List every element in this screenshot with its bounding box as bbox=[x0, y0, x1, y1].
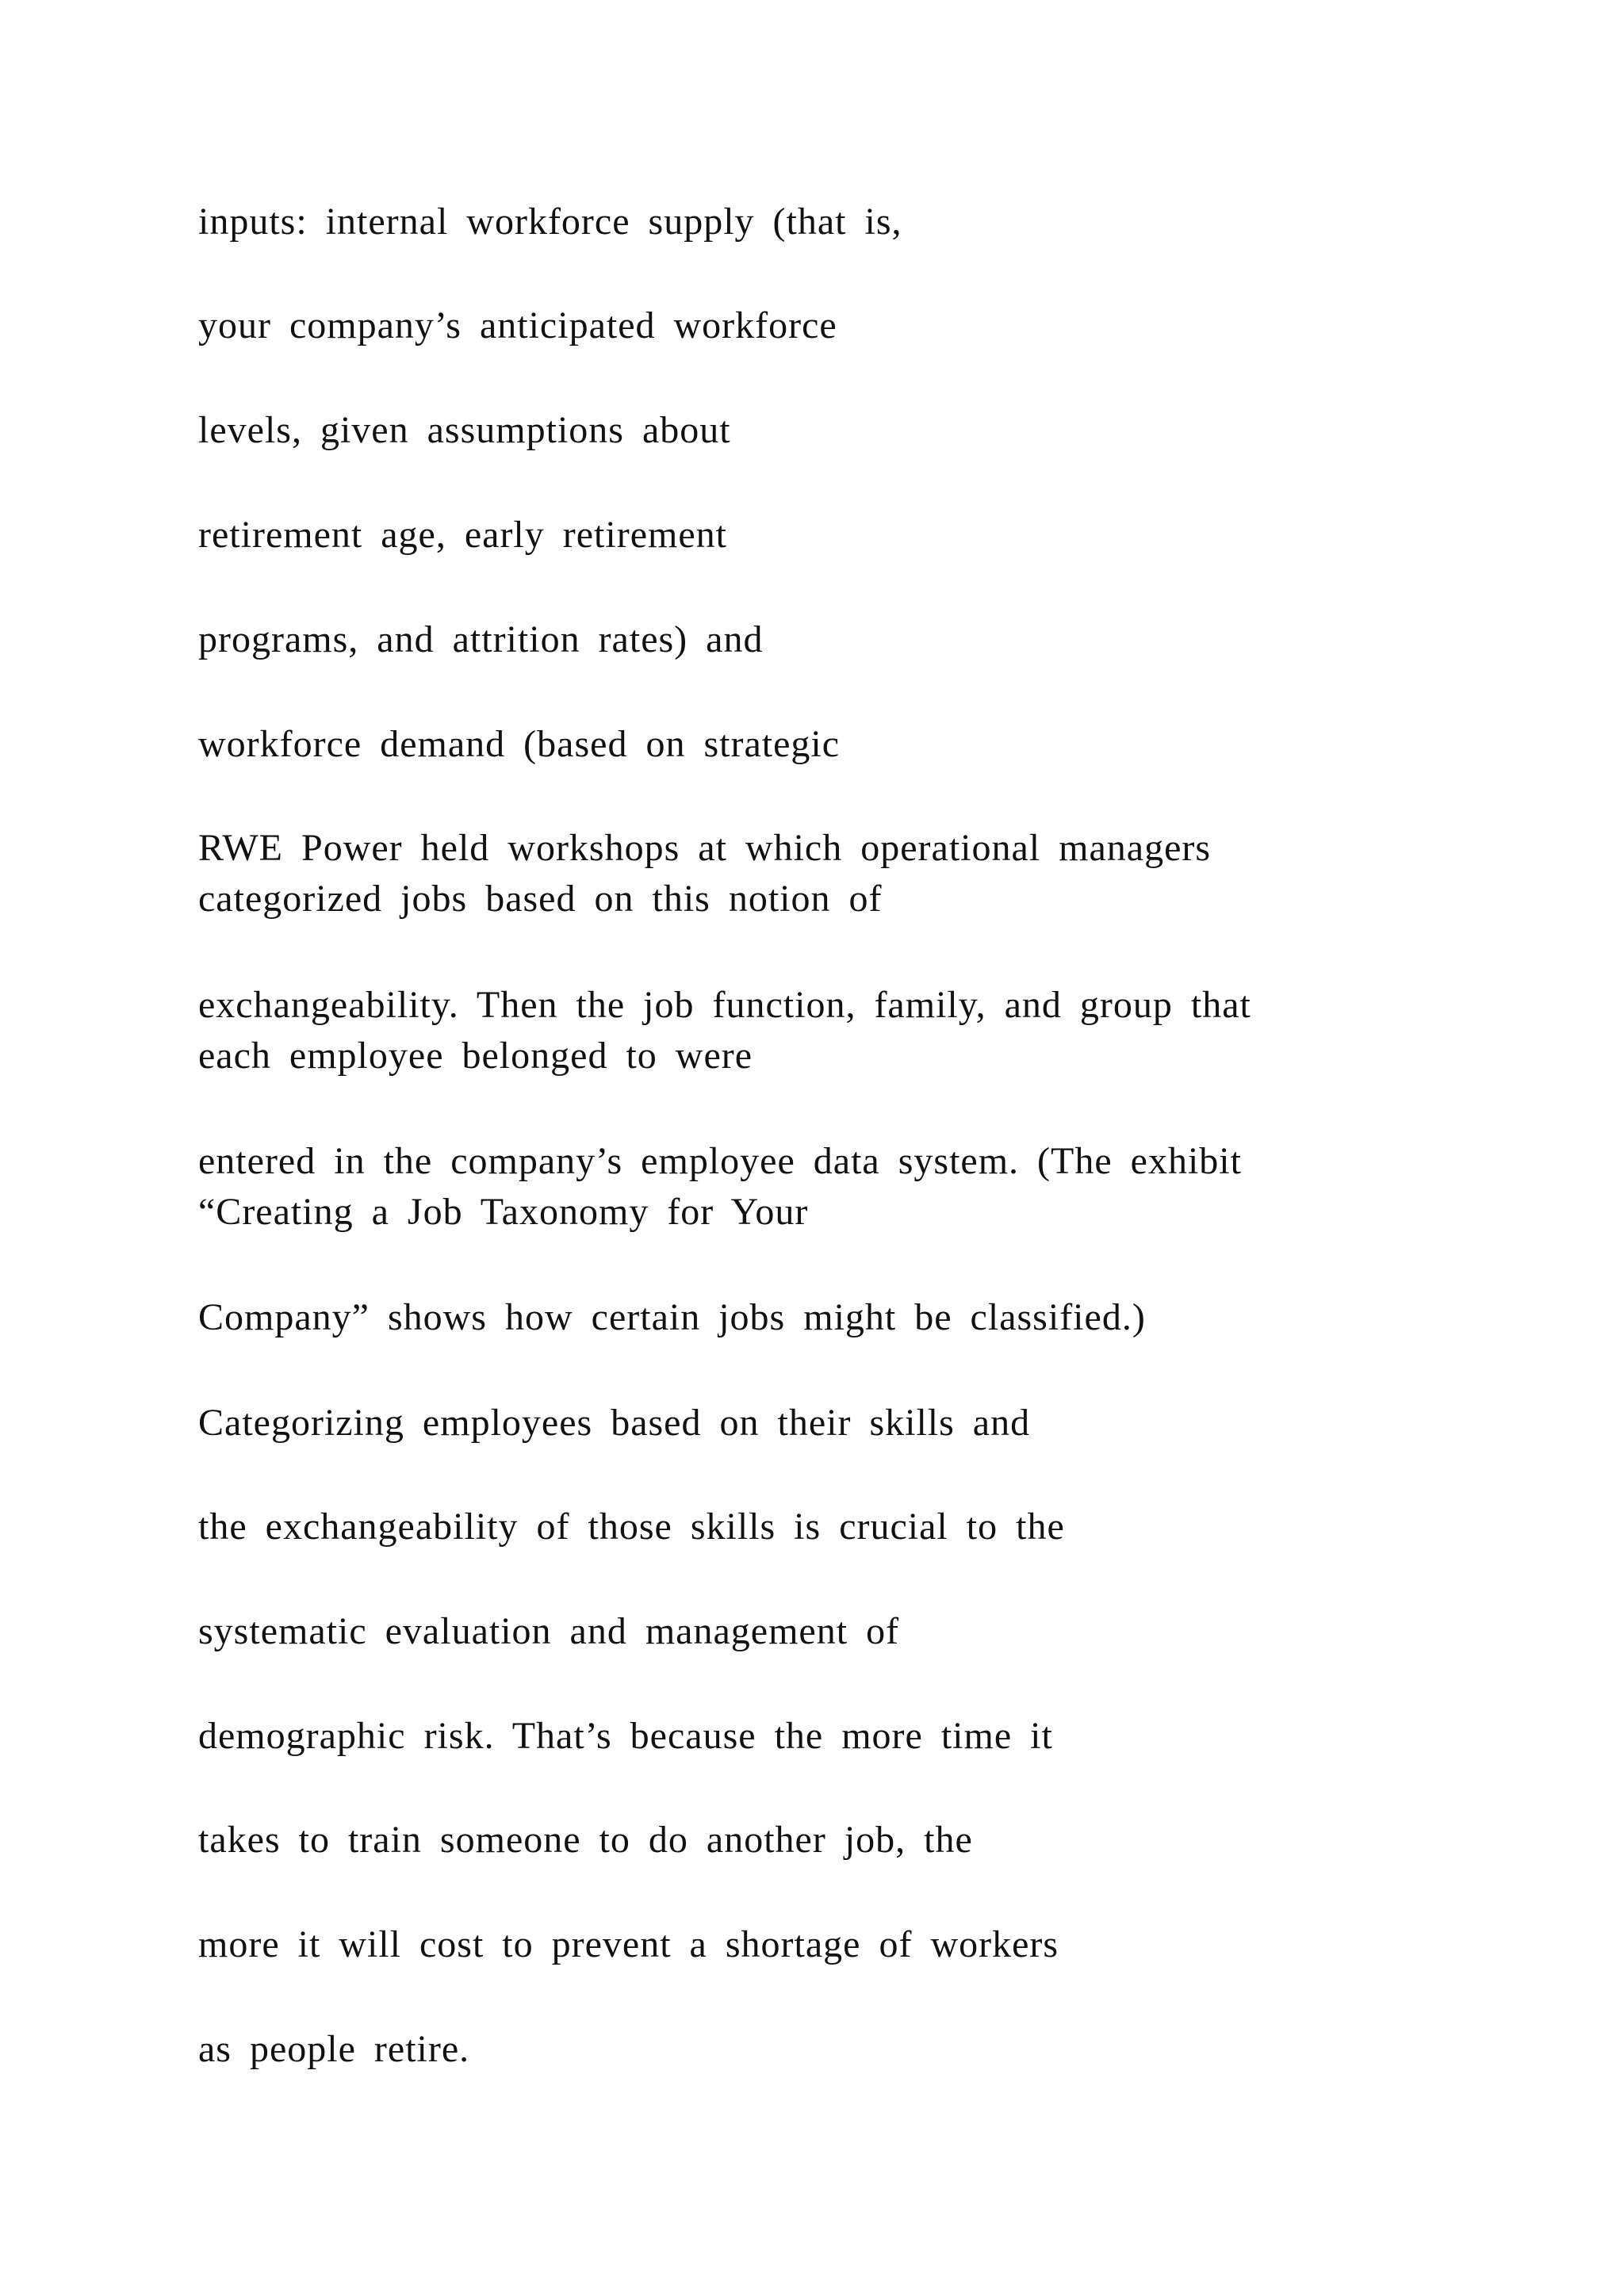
text-line: your company’s anticipated workforce bbox=[198, 304, 837, 346]
text-line: the exchangeability of those skills is crucial to the bbox=[198, 1506, 1065, 1548]
text-line: each employee belonged to were bbox=[198, 1035, 753, 1077]
text-line: retirement age, early retirement bbox=[198, 514, 727, 556]
text-line: systematic evaluation and management of bbox=[198, 1610, 900, 1652]
text-line: levels, given assumptions about bbox=[198, 409, 731, 451]
text-line: more it will cost to prevent a shortage of workers bbox=[198, 1923, 1059, 1965]
text-line: entered in the company’s employee data system. (The exhibit bbox=[198, 1140, 1242, 1182]
text-line: demographic risk. That’s because the more time it bbox=[198, 1715, 1053, 1757]
text-line: as people retire. bbox=[198, 2028, 470, 2070]
text-line: workforce demand (based on strategic bbox=[198, 723, 841, 765]
text-line: Company” shows how certain jobs might be classified.) bbox=[198, 1296, 1146, 1338]
text-line: inputs: internal workforce supply (that is, bbox=[198, 201, 902, 243]
text-line: programs, and attrition rates) and bbox=[198, 618, 764, 660]
text-line: takes to train someone to do another job, the bbox=[198, 1819, 973, 1861]
text-line: exchangeability. Then the job function, family, and group that bbox=[198, 984, 1251, 1026]
text-line: categorized jobs based on this notion of bbox=[198, 878, 883, 920]
text-line: RWE Power held workshops at which operational managers bbox=[198, 827, 1212, 869]
text-line: “Creating a Job Taxonomy for Your bbox=[198, 1191, 809, 1233]
text-line: Categorizing employees based on their skills and bbox=[198, 1402, 1031, 1444]
